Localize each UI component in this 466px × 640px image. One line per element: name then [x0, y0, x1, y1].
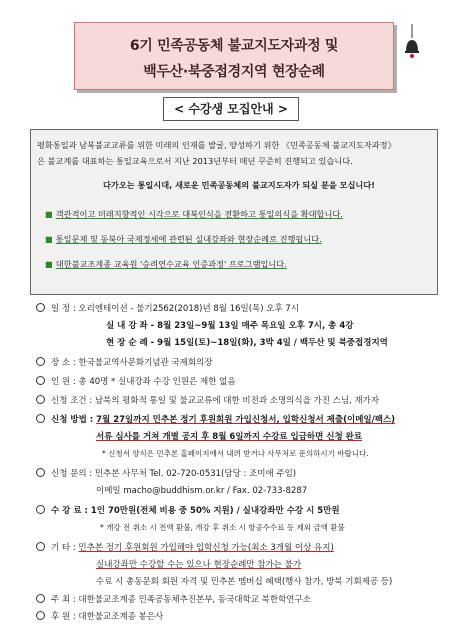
sponsor-row: 후 원 : 대한불교조계종 봉은사 — [36, 611, 163, 623]
fee-note: * 개강 전 취소 시 전액 환불, 개강 후 취소 시 항공수수료 등 제외 금액 환불 — [100, 523, 345, 532]
host-row: 주 최 : 대한불교조계종 민족공동체추진본부, 동국대학교 북한학연구소 — [36, 594, 311, 606]
schedule-line2: 실 내 강 좌 - 8월 23일~9월 13일 매주 목요일 오후 7시, 총 4강 — [106, 321, 354, 331]
inquiry-row: 신청 문의 : 민추본 사무처 Tel. 02-720-0531(담당 : 조미애 주임) — [36, 468, 296, 480]
method-row: 신청 방법 : 7월 27일까지 민추본 정기 후원회원 가입신청서, 입학신청서 제출(이메일/팩스) — [36, 414, 395, 426]
intro-line2: 은 불교계를 대표하는 통일교육으로서 지난 2013년부터 매년 꾸준히 진행되고 있습니다. — [37, 156, 353, 166]
other-line2: 실내강좌만 수강할 수는 있으나 현장순례만 참가는 불가 — [96, 560, 302, 570]
method-line2: 서류 심사를 거쳐 개별 공지 후 8월 6일까지 수강료 입금하면 신청 완료 — [96, 432, 363, 442]
method-note: * 신청서 양식은 민추본 홈페이지에서 내려 받거나 사무처로 문의하시기 바랍니다. — [102, 449, 369, 458]
title-line1: 6기 민족공동체 불교지도자과정 및 — [129, 38, 339, 54]
title-line2: 백두산·북중접경지역 현장순례 — [143, 64, 325, 80]
title-box — [74, 22, 394, 90]
capacity-row: 인 원 : 총 40명 * 실내강좌 수강 인원은 제한 없음 — [36, 376, 236, 388]
intro-highlight: 다가오는 통일시대, 새로운 민족공동체의 불교지도자가 되실 분을 모십니다! — [103, 180, 375, 190]
recruit-subtitle: < 수강생 모집안내 > — [163, 97, 299, 121]
intro-bullet-2: ■ 통일문제 및 동북아 국제정세에 관련된 실내강좌와 현장순례로 진행됩니다. — [45, 234, 322, 244]
fee-row: 수 강 료 : 1인 70만원(전체 비용 중 50% 지원) / 실내강좌만 수강 시 5만원 — [36, 505, 340, 517]
other-line3: 수료 시 총동문회 회원 자격 및 민추본 멤버십 혜택(행사 참가, 방북 기회제공 등) — [96, 577, 393, 587]
intro-box — [30, 129, 438, 295]
inquiry-line2: 이메일 macho@buddhism.or.kr / Fax. 02-733-8287 — [96, 486, 308, 496]
schedule-line3: 현 장 순 례 - 9월 15일(토)~18일(화), 3박 4일 / 백두산 및 북중접경지역 — [106, 338, 388, 348]
bell-icon — [402, 24, 422, 64]
intro-bullet-1: ■ 객관적이고 미래지향적인 시각으로 대북인식을 전환하고 통일의식을 확대합니다. — [45, 209, 343, 219]
other-row: 기 타 : 민추본 정기 후원회원 가입해야 입학신청 가능(최소 3개월 이상 유지) — [36, 542, 334, 554]
intro-line1: 평화통일과 남북불교교류를 위한 미래의 인재를 발굴, 양성하기 위한 《민족공동체 불교지도자과정》 — [37, 140, 396, 150]
place-row: 장 소 : 한국불교역사문화기념관 국제회의장 — [36, 357, 213, 369]
intro-bullet-3: ■ 대한불교조계종 교육원 '승려연수교육 인증과정' 프로그램입니다. — [45, 259, 287, 269]
qualification-row: 신청 조건 : 남북의 평화적 통일 및 불교교류에 대한 비전과 소명의식을 가진 스님, 재가자 — [36, 395, 379, 407]
schedule-row: 일 정 : 오리엔테이션 - 불기2562(2018)년 8월 16일(목) 오후 7시 — [36, 303, 299, 315]
